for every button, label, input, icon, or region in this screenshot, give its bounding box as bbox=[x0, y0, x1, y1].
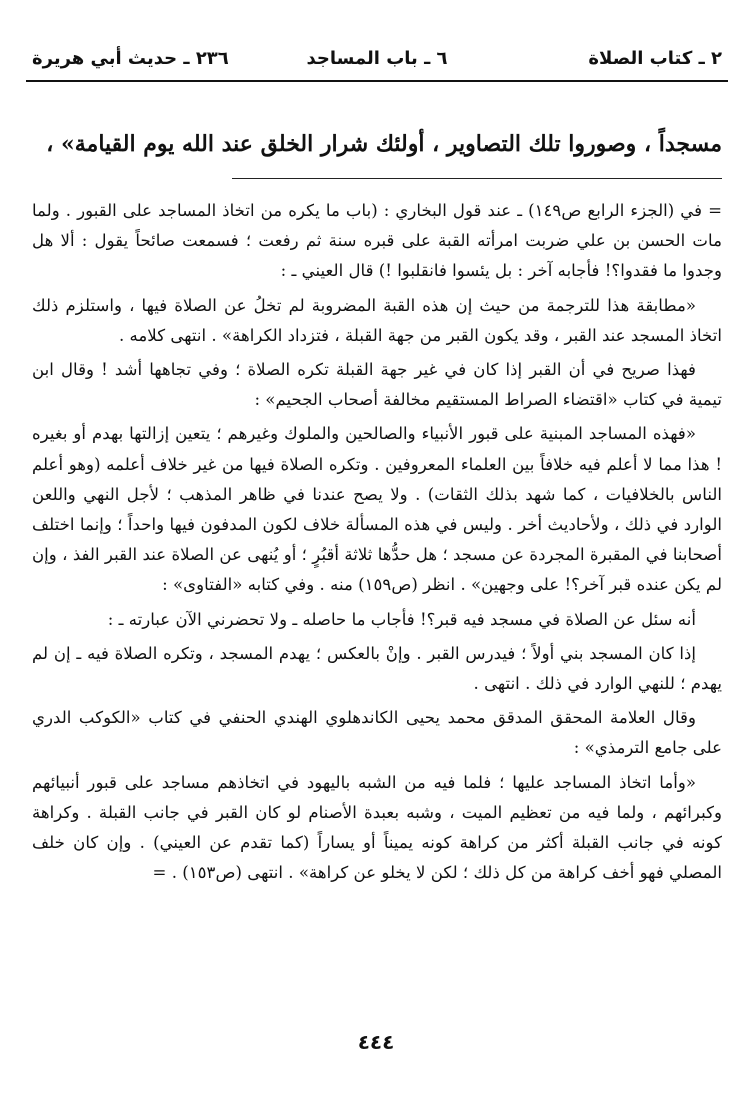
header-divider bbox=[26, 80, 728, 82]
footnote-paragraph: = في (الجزء الرابع ص١٤٩) ـ عند قول البخاري : (باب ما يكره من اتخاذ المساجد على القبور . ولما مات الحسن بن علي ضربت امرأته القبة على قبره سنة ثم رفعت ؛ فسمعت صائحاً يقول : ألا هل وجدوا ما فقدوا؟! فأجابه آخر : بل يئسوا فانقلبوا !) قال العيني ـ : bbox=[32, 201, 722, 281]
running-header bbox=[26, 46, 728, 76]
header-chapter: ٢ ـ كتاب الصلاة bbox=[588, 48, 722, 69]
footnote-paragraph: «فهذه المساجد المبنية على قبور الأنبياء والصالحين والملوك وغيرهم ؛ يتعين إزالتها بهدم أو بغيره ! هذا مما لا أعلم فيه خلافاً بين العلماء المعروفين . وتكره الصلاة فيها من غير خلاف أعلمه (وهو أعلم الناس بالخلافيات ، كما شهد بذلك الثقات) . ولا يصح عندنا في ظاهر المذهب ؛ لأجل النهي واللعن الوارد في ذلك ، ولأحاديث أخر . وليس في هذه المسألة خلاف لكون المدفون فيها واحداً ؛ وإنما اختلف أصحابنا في المقبرة المجردة عن مسجد ؛ هل حدُّها ثلاثة أقبُرٍ ؛ أو يُنهى عن الصلاة عند القبر الفذ ، وإن لم يكن عنده قبر آخر؟! على وجهين» . انظر (ص١٥٩) منه . وفي كتابه «الفتاوى» : bbox=[32, 424, 722, 595]
footnote-paragraph: وقال العلامة المحقق المدقق محمد يحيى الكاندهلوي الهندي الحنفي في كتاب «الكوكب الدري على جامع الترمذي» : bbox=[32, 708, 722, 758]
footnote-divider bbox=[232, 178, 722, 179]
header-section: ٦ ـ باب المساجد bbox=[306, 48, 448, 69]
footnote-paragraph: فهذا صريح في أن القبر إذا كان في غير جهة القبلة تكره الصلاة ؛ وفي تجاهها أشد ! وقال ابن تيمية في كتاب «اقتضاء الصراط المستقيم مخالفة أصحاب الجحيم» : bbox=[32, 360, 722, 410]
hadith-text: مسجداً ، وصوروا تلك التصاوير ، أولئك شرار الخلق عند الله يوم القيامة» ، bbox=[46, 131, 722, 157]
footnote-paragraph: «وأما اتخاذ المساجد عليها ؛ فلما فيه من الشبه باليهود في اتخاذهم مساجد على قبور أنبيائهم وكبرائهم ، ولما فيه من تعظيم الميت ، وشبه بعبدة الأصنام لو كان القبر في جانب القبلة . وكراهة كونه في جانب القبلة أكثر من كراهة كونه يميناً أو يساراً (كما تقدم عن العيني) . وإن كان خلف المصلي فهو أخف كراهة من كل ذلك ؛ لكن لا يخلو عن كراهة» . انتهى (ص١٥٣) . = bbox=[32, 772, 722, 883]
footnote-paragraph: «مطابقة هذا للترجمة من حيث إن هذه القبة المضروبة لم تخلُ عن الصلاة فيها ، واستلزم ذلك اتخاذ المسجد عند القبر ، وقد يكون القبر من جهة القبلة ، فتزداد الكراهة» . انتهى كلامه . bbox=[32, 295, 722, 345]
footnote-paragraph: أنه سئل عن الصلاة في مسجد فيه قبر؟! فأجاب ما حاصله ـ ولا تحضرني الآن عبارته ـ : bbox=[107, 609, 696, 629]
footnote-paragraph: إذا كان المسجد بني أولاً ؛ فيدرس القبر . وإنْ بالعكس ؛ يهدم المسجد ، وتكره الصلاة فيه ـ إن لم يهدم ؛ للنهي الوارد في ذلك . انتهى . bbox=[32, 643, 722, 694]
page-number: ٤٤٤ bbox=[357, 1030, 395, 1054]
footnote-block bbox=[32, 196, 722, 892]
header-hadith-ref: ٢٣٦ ـ حديث أبي هريرة bbox=[32, 48, 229, 69]
